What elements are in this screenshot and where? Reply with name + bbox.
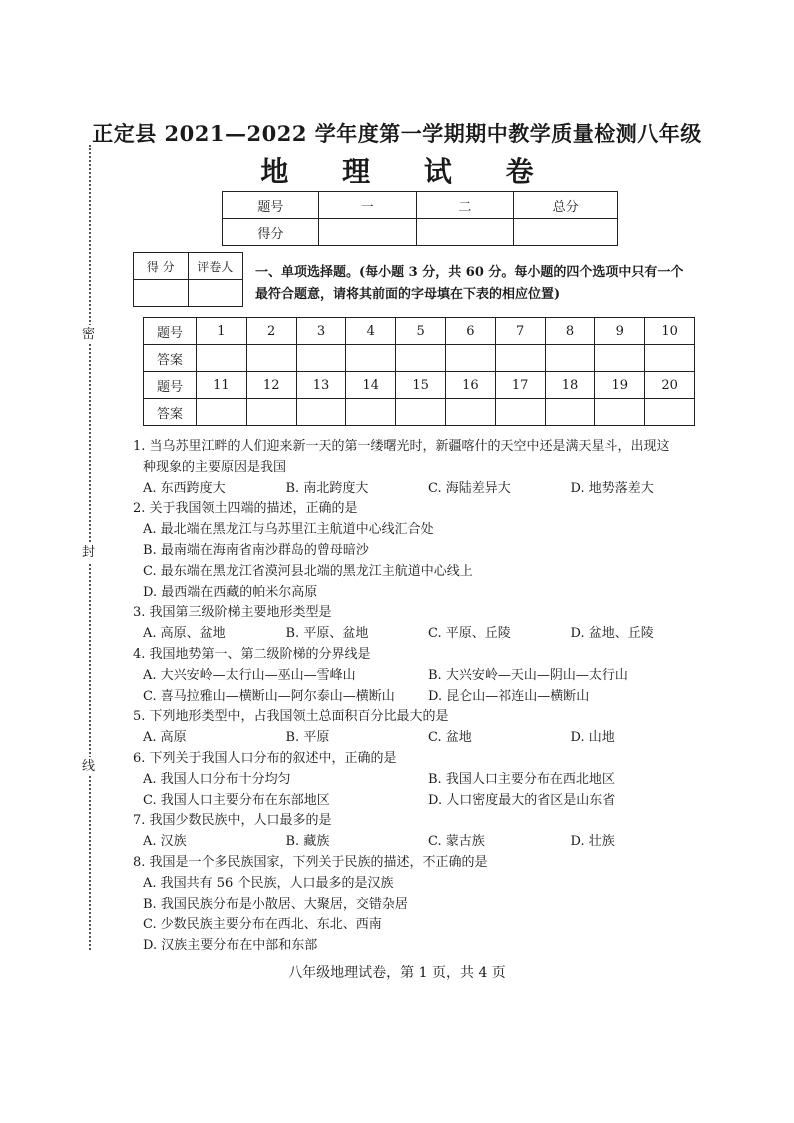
answer-table-label: 答案	[144, 345, 197, 372]
question-4-options-ab	[133, 666, 713, 687]
option-a[interactable]: A. 汉族	[143, 834, 187, 850]
question-3-options	[133, 624, 713, 645]
question-number: 3	[296, 318, 346, 345]
answer-table-label: 答案	[144, 399, 197, 426]
option-d[interactable]: D. 壮族	[570, 834, 615, 850]
score-table-header: 总分	[514, 192, 618, 219]
option-d[interactable]: D. 昆仑山—祁连山—横断山	[428, 688, 590, 704]
score-cell[interactable]	[318, 219, 416, 246]
option-b[interactable]: B. 南北跨度大	[285, 480, 369, 496]
grader-score-cell[interactable]	[134, 280, 189, 307]
score-table-header: 一	[318, 192, 416, 219]
option-b[interactable]: B. 平原、盆地	[285, 626, 369, 642]
question-number: 20	[645, 372, 695, 399]
answer-cell[interactable]	[197, 345, 247, 372]
question-2-stem: 2. 关于我国领土四端的描述，正确的是	[133, 501, 358, 517]
score-table	[222, 191, 618, 246]
margin-char-xian: 线	[82, 759, 96, 774]
question-list	[133, 437, 713, 957]
option-b[interactable]: B. 最南端在海南省南沙群岛的曾母暗沙	[143, 542, 369, 558]
option-c[interactable]: C. 最东端在黑龙江省漠河县北端的黑龙江主航道中心线上	[143, 563, 473, 579]
question-5-stem: 5. 下列地形类型中，占我国领土总面积百分比最大的是	[133, 709, 449, 725]
score-cell[interactable]	[514, 219, 618, 246]
question-5-options	[133, 728, 713, 749]
section1-line1: 一、单项选择题。(每小题 3 分，共 60 分。每小题的四个选项中只有一个	[255, 265, 684, 280]
question-number: 10	[645, 318, 695, 345]
question-1-stem: 1. 当乌苏里江畔的人们迎来新一天的第一缕曙光时，新疆喀什的天空中还是满天星斗，出现这	[133, 439, 670, 454]
grader-score-label: 得 分	[134, 253, 189, 280]
option-c[interactable]: C. 少数民族主要分布在西北、东北、西南	[143, 917, 382, 933]
question-number: 18	[545, 372, 595, 399]
section1-instructions	[255, 262, 715, 306]
option-c[interactable]: C. 平原、丘陵	[428, 626, 511, 642]
option-a[interactable]: A. 高原	[143, 730, 187, 746]
question-7-stem: 7. 我国少数民族中，人口最多的是	[133, 813, 332, 829]
answer-cell[interactable]	[495, 345, 545, 372]
answer-cell[interactable]	[595, 345, 645, 372]
option-a[interactable]: A. 最北端在黑龙江与乌苏里江主航道中心线汇合处	[143, 522, 434, 538]
answer-cell[interactable]	[545, 399, 595, 426]
question-number: 19	[595, 372, 645, 399]
score-table-header: 题号	[223, 192, 319, 219]
question-6-options-ab	[133, 770, 713, 791]
exam-title: 正定县 2021—2022 学年度第一学期期中教学质量检测八年级	[92, 121, 702, 146]
question-number: 16	[445, 372, 495, 399]
score-row-label: 得分	[223, 219, 319, 246]
option-a[interactable]: A. 高原、盆地	[143, 626, 226, 642]
question-3-stem: 3. 我国第三级阶梯主要地形类型是	[133, 605, 332, 621]
option-d[interactable]: D. 最西端在西藏的帕米尔高原	[143, 584, 318, 600]
question-number: 11	[197, 372, 247, 399]
option-c[interactable]: C. 盆地	[428, 730, 472, 746]
section1-line2: 最符合题意，请将其前面的字母填在下表的相应位置)	[255, 287, 561, 302]
option-b[interactable]: B. 我国民族分布是小散居、大聚居，交错杂居	[143, 896, 408, 912]
grader-table	[133, 252, 243, 307]
subject-title: 地 理 试 卷	[260, 155, 556, 188]
question-number: 4	[346, 318, 396, 345]
answer-table-label: 题号	[144, 318, 197, 345]
option-c[interactable]: C. 我国人口主要分布在东部地区	[143, 792, 330, 808]
margin-char-mi: 密	[82, 327, 96, 342]
question-4-options-cd	[133, 687, 713, 708]
question-number: 5	[396, 318, 446, 345]
answer-cell[interactable]	[495, 399, 545, 426]
option-b[interactable]: B. 大兴安岭—天山—阴山—太行山	[428, 667, 628, 683]
question-1-options	[133, 479, 713, 500]
answer-cell[interactable]	[445, 399, 495, 426]
option-b[interactable]: B. 我国人口主要分布在西北地区	[428, 771, 615, 787]
question-number: 17	[495, 372, 545, 399]
answer-cell[interactable]	[246, 399, 296, 426]
question-8-stem: 8. 我国是一个多民族国家，下列关于民族的描述，不正确的是	[133, 854, 488, 870]
option-d[interactable]: D. 人口密度最大的省区是山东省	[428, 792, 616, 808]
option-a[interactable]: A. 东西跨度大	[143, 480, 226, 496]
answer-cell[interactable]	[595, 399, 645, 426]
question-number: 15	[396, 372, 446, 399]
question-4-stem: 4. 我国地势第一、第二级阶梯的分界线是	[133, 646, 371, 662]
answer-cell[interactable]	[346, 345, 396, 372]
answer-cell[interactable]	[296, 345, 346, 372]
question-7-options	[133, 832, 713, 853]
question-number: 1	[197, 318, 247, 345]
option-b[interactable]: B. 藏族	[285, 834, 330, 850]
question-number: 8	[545, 318, 595, 345]
question-number: 14	[346, 372, 396, 399]
answer-cell[interactable]	[396, 399, 446, 426]
answer-cell[interactable]	[445, 345, 495, 372]
option-a[interactable]: A. 我国人口分布十分均匀	[143, 771, 291, 787]
question-number: 13	[296, 372, 346, 399]
option-c[interactable]: C. 喜马拉雅山—横断山—阿尔泰山—横断山	[143, 688, 395, 704]
option-d[interactable]: D. 山地	[570, 730, 615, 746]
option-d[interactable]: D. 地势落差大	[570, 480, 654, 496]
question-6-stem: 6. 下列关于我国人口分布的叙述中，正确的是	[133, 750, 397, 766]
question-number: 9	[595, 318, 645, 345]
answer-cell[interactable]	[346, 399, 396, 426]
question-number: 2	[246, 318, 296, 345]
grader-name-cell[interactable]	[188, 280, 243, 307]
question-number: 7	[495, 318, 545, 345]
question-number: 12	[246, 372, 296, 399]
option-a[interactable]: A. 大兴安岭—太行山—巫山—雪峰山	[143, 667, 356, 683]
option-b[interactable]: B. 平原	[285, 730, 330, 746]
answer-table-label: 题号	[144, 372, 197, 399]
question-1-stem-cont: 种现象的主要原因是我国	[143, 459, 287, 475]
score-cell[interactable]	[416, 219, 514, 246]
option-c[interactable]: C. 蒙古族	[428, 834, 485, 850]
answer-cell[interactable]	[197, 399, 247, 426]
answer-cell[interactable]	[645, 345, 695, 372]
answer-cell[interactable]	[246, 345, 296, 372]
answer-cell[interactable]	[396, 345, 446, 372]
answer-cell[interactable]	[645, 399, 695, 426]
answer-cell[interactable]	[545, 345, 595, 372]
option-d[interactable]: D. 盆地、丘陵	[570, 626, 654, 642]
score-table-header: 二	[416, 192, 514, 219]
answer-cell[interactable]	[296, 399, 346, 426]
answer-table	[143, 317, 695, 426]
page-footer: 八年级地理试卷，第 1 页，共 4 页	[288, 965, 506, 981]
option-c[interactable]: C. 海陆差异大	[428, 480, 511, 496]
margin-char-feng: 封	[82, 545, 96, 560]
option-d[interactable]: D. 汉族主要分布在中部和东部	[143, 938, 318, 954]
grader-name-label: 评卷人	[188, 253, 243, 280]
question-number: 6	[445, 318, 495, 345]
question-6-options-cd	[133, 791, 713, 812]
option-a[interactable]: A. 我国共有 56 个民族，人口最多的是汉族	[143, 875, 394, 891]
